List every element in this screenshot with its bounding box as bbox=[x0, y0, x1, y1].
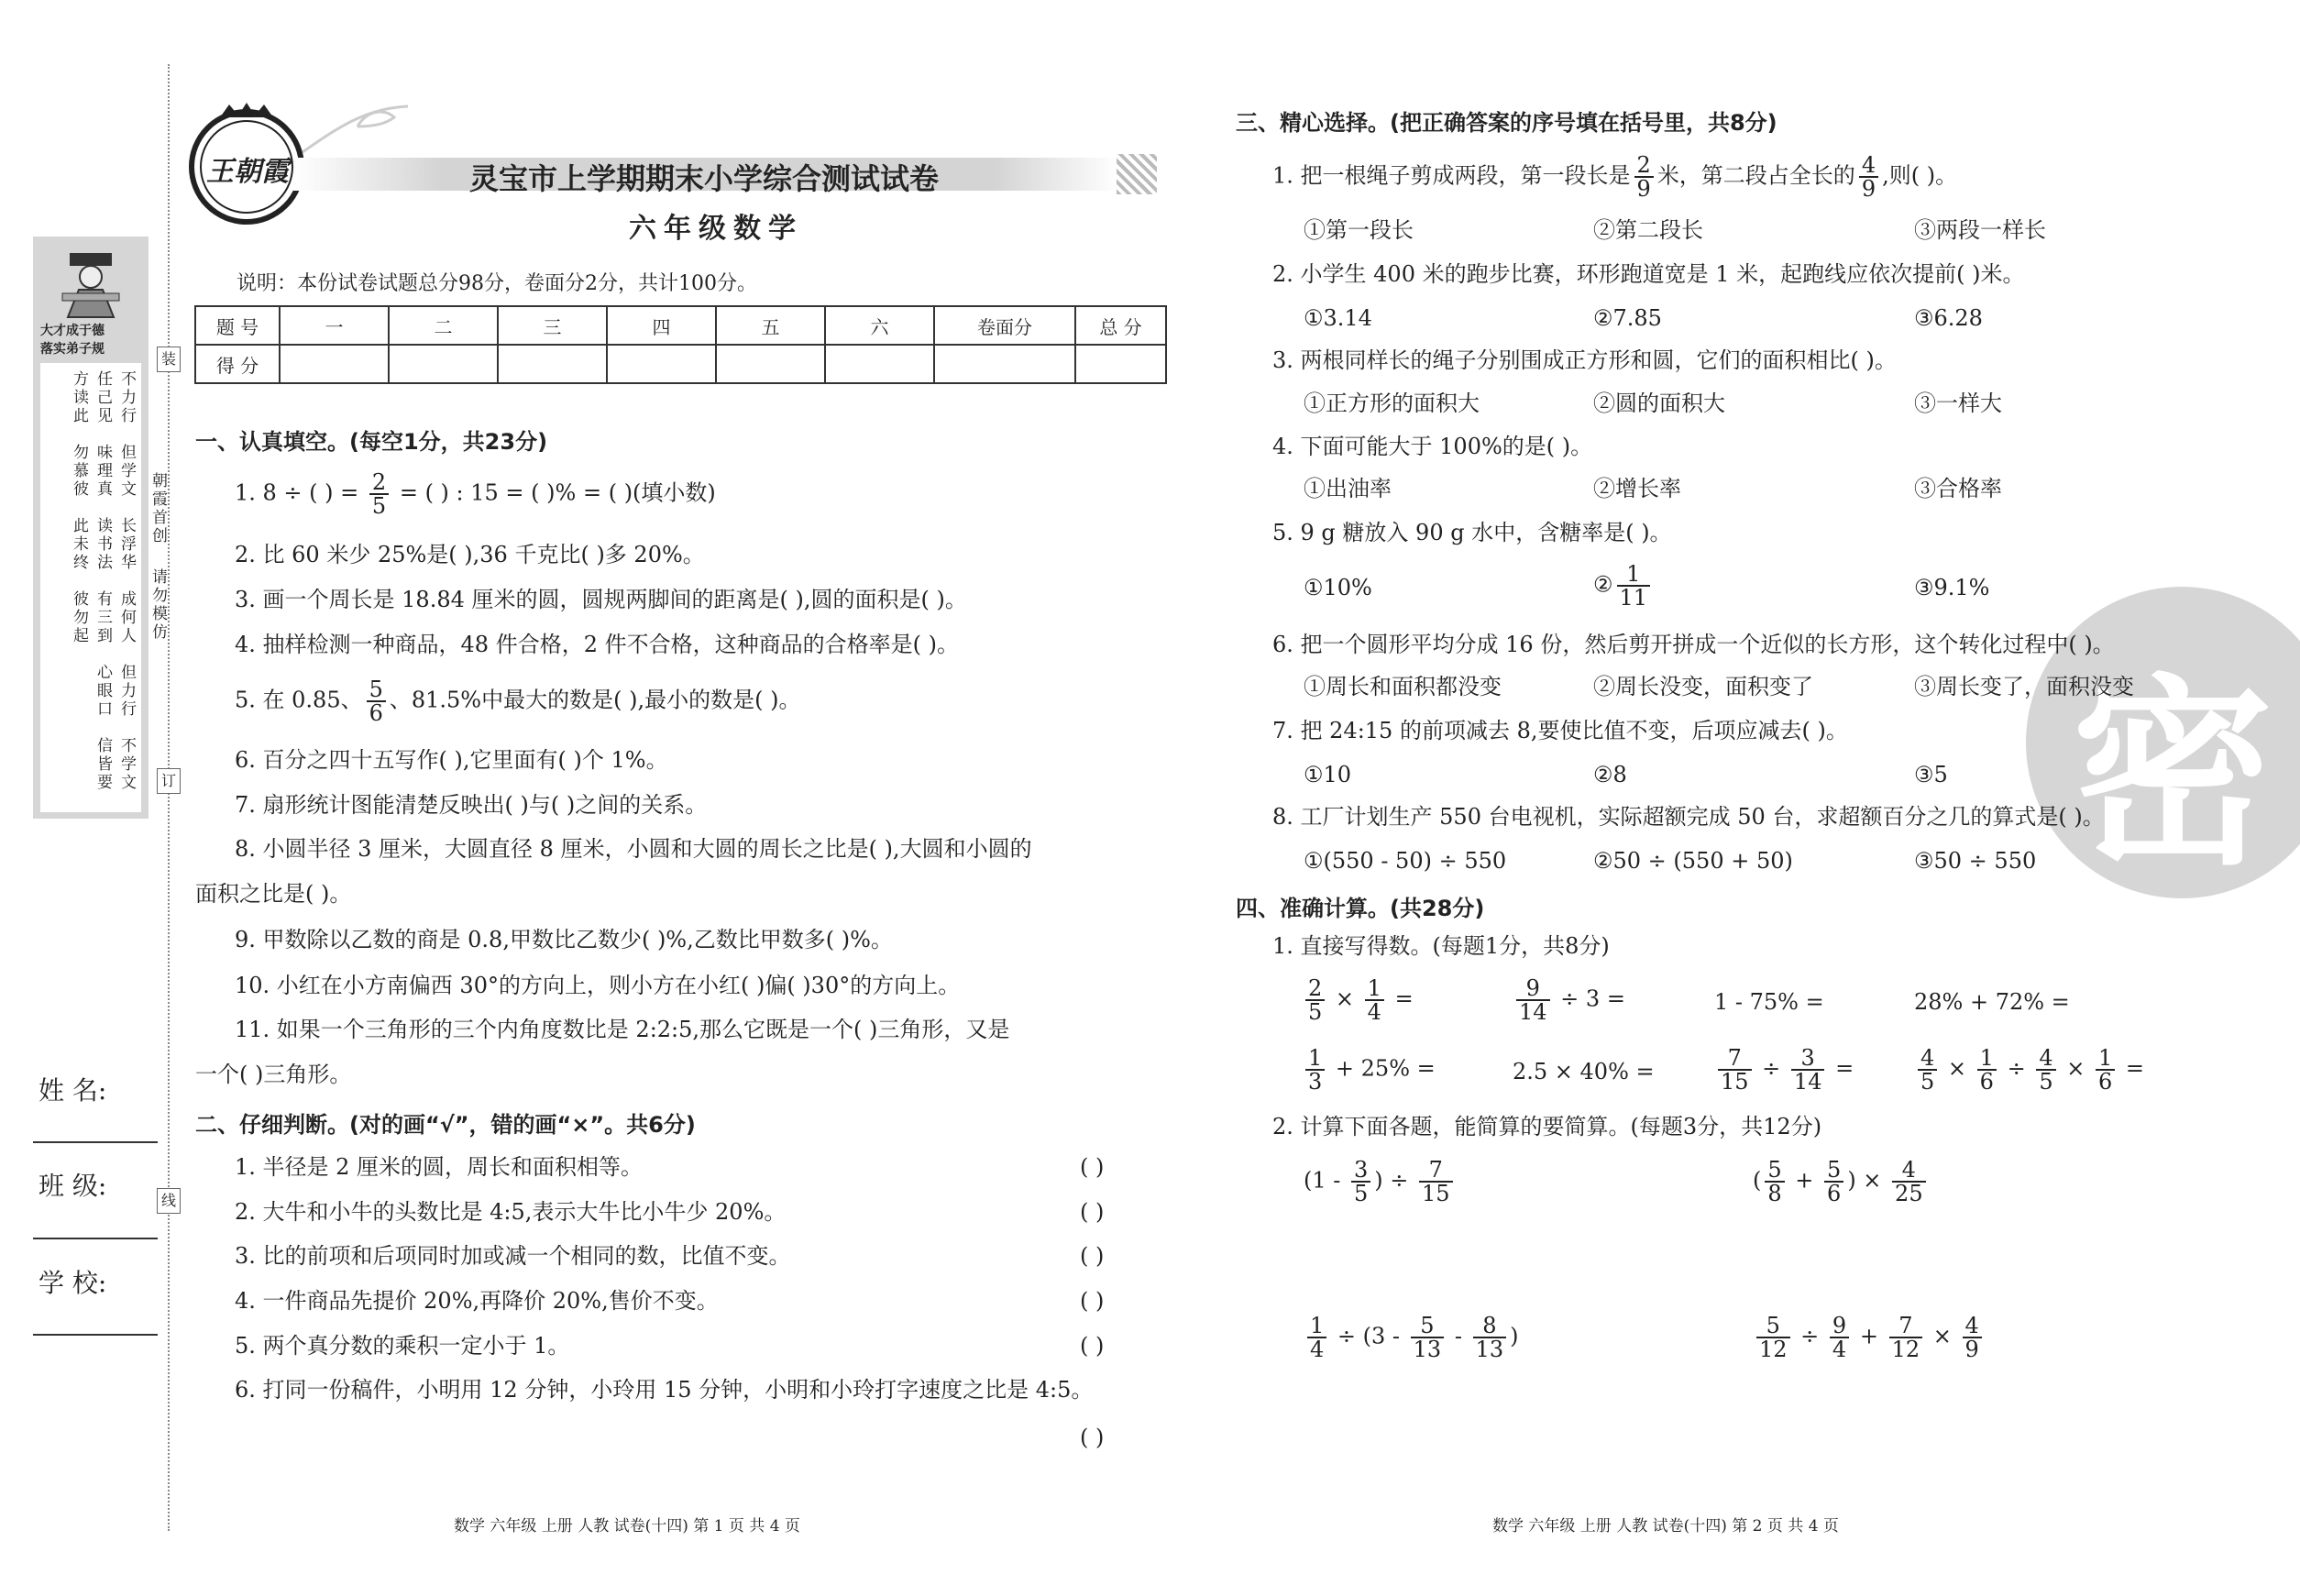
s3-q5-opt3[interactable]: ③9.1% bbox=[1914, 575, 1990, 600]
margin-note-2: 请勿模仿 bbox=[149, 568, 167, 642]
score-cell[interactable] bbox=[716, 345, 825, 383]
s1-q10: 10. 小红在小方南偏西 30°的方向上，则小方在小红( )偏( )30°的方向上。 bbox=[235, 973, 961, 998]
s3-q2: 2. 小学生 400 米的跑步比赛，环形跑道宽是 1 米，起跑线应依次提前( )米。 bbox=[1272, 261, 2025, 287]
s1-q9: 9. 甲数除以乙数的商是 0.8,甲数比乙数少( )%,乙数比甲数多( )%。 bbox=[235, 927, 893, 952]
s1-q1: 1. 8 ÷ ( ) = $\frac{2}{5}$ = ( ) : 15 = ( )% = ( )(填小数) bbox=[235, 469, 716, 519]
judge-bracket-3[interactable]: ( ) bbox=[1080, 1243, 1105, 1269]
s3-q7-opt3[interactable]: ③5 bbox=[1914, 762, 1948, 787]
seal-char-1: 装 bbox=[157, 347, 181, 372]
sidebar-motto-1: 大才成于德 bbox=[40, 324, 105, 338]
s3-q8: 8. 工厂计划生产 550 台电视机，实际超额完成 50 台，求超额百分之几的算式是( )。 bbox=[1272, 804, 2105, 830]
s1-q11a: 11. 如果一个三角形的三个内角度数比是 2:2:5,那么它既是一个( )三角形，又是 bbox=[235, 1017, 1010, 1042]
s3-q1-opt3[interactable]: ③两段一样长 bbox=[1914, 217, 2046, 243]
score-col: 总 分 bbox=[1075, 306, 1166, 345]
margin-note-1: 朝霞首创 bbox=[149, 472, 167, 545]
score-col: 一 bbox=[280, 306, 389, 345]
ribbon-decoration bbox=[303, 99, 413, 154]
s3-q3: 3. 两根同样长的绳子分别围成正方形和圆，它们的面积相比( )。 bbox=[1272, 347, 1897, 373]
s3-q2-opt3[interactable]: ③6.28 bbox=[1914, 305, 1983, 331]
calc-h: $\frac{4}{5}$ × $\frac{1}{6}$ ÷ $\frac{4}{5}$ × $\frac{1}{6}$ = bbox=[1914, 1047, 2144, 1093]
section4-title: 四、准确计算。(共28分) bbox=[1236, 896, 1485, 921]
s3-q6: 6. 把一个圆形平均分成 16 份，然后剪开拼成一个近似的长方形，这个转化过程中( )。 bbox=[1272, 632, 2115, 657]
score-cell[interactable] bbox=[389, 345, 498, 383]
s3-q8-opt2[interactable]: ②50 ÷ (550 + 50) bbox=[1593, 848, 1793, 874]
score-cell[interactable] bbox=[1075, 345, 1166, 383]
s3-q7-opt2[interactable]: ②8 bbox=[1593, 762, 1627, 787]
right-footer: 数学 六年级 上册 人教 试卷(十四) 第 2 页 共 4 页 bbox=[1492, 1517, 1839, 1535]
s1-q2: 2. 比 60 米少 25%是( ),36 千克比( )多 20%。 bbox=[235, 542, 705, 567]
s3-q1-opt1[interactable]: ①第一段长 bbox=[1304, 217, 1414, 243]
s3-q6-opt2[interactable]: ②周长没变，面积变了 bbox=[1593, 674, 1813, 699]
score-col: 三 bbox=[498, 306, 607, 345]
calc-f: 2.5 × 40% = bbox=[1513, 1059, 1655, 1084]
s3-q2-opt1[interactable]: ①3.14 bbox=[1304, 305, 1372, 331]
seal-char-3: 线 bbox=[157, 1188, 181, 1214]
page-subtitle: 六年级数学 bbox=[629, 213, 803, 245]
judge-item-3: 3. 比的前项和后项同时加或减一个相同的数，比值不变。 bbox=[235, 1243, 791, 1269]
s3-q7-opt1[interactable]: ①10 bbox=[1304, 762, 1352, 787]
score-col: 卷面分 bbox=[934, 306, 1075, 345]
score-col: 四 bbox=[607, 306, 716, 345]
exam-note: 说明：本份试卷试题总分98分，卷面分2分，共计100分。 bbox=[237, 272, 757, 295]
s1-q8b: 面积之比是( )。 bbox=[195, 881, 352, 907]
calc-2-1: (1 - $\frac{3}{5}$ ) ÷ $\frac{7}{15}$ bbox=[1304, 1159, 1457, 1205]
score-row-label: 得 分 bbox=[195, 345, 280, 383]
fraction: $\frac{2}{9}$ bbox=[1634, 154, 1654, 200]
judge-bracket-2[interactable]: ( ) bbox=[1080, 1199, 1105, 1225]
fraction: $\frac{1}{11}$ bbox=[1617, 563, 1651, 609]
sidebar-motto-2: 落实弟子规 bbox=[40, 342, 105, 357]
judge-item-4: 4. 一件商品先提价 20%,再降价 20%,售价不变。 bbox=[235, 1288, 719, 1314]
left-footer: 数学 六年级 上册 人教 试卷(十四) 第 1 页 共 4 页 bbox=[454, 1517, 800, 1535]
fraction: $\frac{5}{6}$ bbox=[367, 678, 386, 724]
judge-item-6: 6. 打同一份稿件，小明用 12 分钟，小玲用 15 分钟，小明和小玲打字速度之比是 4:5。 bbox=[235, 1377, 1094, 1403]
calc-c: 1 - 75% = bbox=[1714, 989, 1824, 1015]
s1-q11b: 一个( )三角形。 bbox=[195, 1062, 352, 1087]
s3-q6-opt1[interactable]: ①周长和面积都没变 bbox=[1304, 674, 1502, 699]
judge-item-1: 1. 半径是 2 厘米的圆，周长和面积相等。 bbox=[235, 1154, 644, 1180]
name-label: 姓 名: bbox=[39, 1075, 107, 1106]
calc-d: 28% + 72% = bbox=[1914, 989, 2070, 1015]
calc-b: $\frac{9}{14}$ ÷ 3 = bbox=[1513, 977, 1625, 1023]
s3-q4-opt3[interactable]: ③合格率 bbox=[1914, 476, 2002, 501]
s1-q6: 6. 百分之四十五写作( ),它里面有( )个 1%。 bbox=[235, 747, 668, 773]
s3-q5: 5. 9 g 糖放入 90 g 水中，含糖率是( )。 bbox=[1272, 520, 1672, 545]
sidebar-poem: 不力行 任己见 方读此 但学文 味理真 勿慕彼 长浮华 读书法 此未终 成何人 有三到 彼勿起 但力行 心眼口 不学文 信皆要 bbox=[40, 363, 141, 812]
s3-q6-opt3[interactable]: ③周长变了，面积没变 bbox=[1914, 674, 2134, 699]
s1-q3: 3. 画一个周长是 18.84 厘米的圆，圆规两脚间的距离是( ),圆的面积是( )。 bbox=[235, 587, 967, 612]
secret-watermark: 密 bbox=[2026, 587, 2300, 898]
score-cell[interactable] bbox=[498, 345, 607, 383]
calc-a: $\frac{2}{5}$ × $\frac{1}{4}$ = bbox=[1302, 977, 1414, 1023]
score-cell[interactable] bbox=[934, 345, 1075, 383]
calc-2-3: $\frac{1}{4}$ ÷ (3 - $\frac{5}{13}$ - $\frac{8}{13}$ ) bbox=[1304, 1315, 1519, 1360]
calc-g: $\frac{7}{15}$ ÷ $\frac{3}{14}$ = bbox=[1714, 1047, 1854, 1093]
scholar-figure-icon bbox=[61, 246, 121, 319]
school-field[interactable] bbox=[33, 1334, 158, 1336]
section1-title: 一、认真填空。(每空1分，共23分) bbox=[195, 429, 548, 455]
s1-q8a: 8. 小圆半径 3 厘米，大圆直径 8 厘米，小圆和大圆的周长之比是( ),大圆和小圆的 bbox=[235, 836, 1032, 862]
publisher-logo bbox=[183, 101, 310, 227]
binding-line bbox=[168, 64, 170, 1531]
name-field[interactable] bbox=[33, 1141, 158, 1143]
section2-title: 二、仔细判断。(对的画“√”，错的画“×”。共6分) bbox=[195, 1112, 696, 1138]
s3-q4-opt1[interactable]: ①出油率 bbox=[1304, 476, 1392, 501]
sidebar-panel bbox=[33, 237, 149, 819]
score-table bbox=[194, 305, 1167, 384]
s3-q3-opt3[interactable]: ③一样大 bbox=[1914, 391, 2002, 416]
score-cell[interactable] bbox=[607, 345, 716, 383]
school-label: 学 校: bbox=[39, 1268, 107, 1298]
page-title: 灵宝市上学期期末小学综合测试试卷 bbox=[469, 161, 940, 196]
judge-item-5: 5. 两个真分数的乘积一定小于 1。 bbox=[235, 1333, 570, 1359]
judge-bracket-1[interactable]: ( ) bbox=[1080, 1154, 1105, 1180]
score-header-label: 题 号 bbox=[195, 306, 280, 345]
s3-q8-opt3[interactable]: ③50 ÷ 550 bbox=[1914, 848, 2037, 874]
judge-bracket-4[interactable]: ( ) bbox=[1080, 1288, 1105, 1314]
s3-q5-opt1[interactable]: ①10% bbox=[1304, 575, 1372, 600]
class-field[interactable] bbox=[33, 1238, 158, 1239]
s4-sub1: 1. 直接写得数。(每题1分，共8分) bbox=[1272, 933, 1610, 959]
s3-q3-opt2[interactable]: ②圆的面积大 bbox=[1593, 391, 1725, 416]
s1-q5: 5. 在 0.85、 $\frac{5}{6}$ 、81.5%中最大的数是( ),最小的数是( )。 bbox=[235, 677, 801, 726]
s1-q7: 7. 扇形统计图能清楚反映出( )与( )之间的关系。 bbox=[235, 792, 708, 818]
s4-sub2: 2. 计算下面各题，能简算的要简算。(每题3分，共12分) bbox=[1272, 1114, 1822, 1139]
calc-2-2: ( $\frac{5}{8}$ + $\frac{5}{6}$ ) × $\frac{4}{25}$ bbox=[1753, 1159, 1930, 1205]
score-col: 六 bbox=[825, 306, 934, 345]
logo-text: 王朝霞 bbox=[206, 156, 289, 188]
score-col: 五 bbox=[716, 306, 825, 345]
fraction: $\frac{4}{9}$ bbox=[1859, 154, 1878, 200]
calc-2-4: $\frac{5}{12}$ ÷ $\frac{9}{4}$ + $\frac{7}{12}$ × $\frac{4}{9}$ bbox=[1753, 1315, 1986, 1360]
seal-char-2: 订 bbox=[157, 768, 181, 794]
s3-q8-opt1[interactable]: ①(550 - 50) ÷ 550 bbox=[1304, 848, 1507, 874]
class-label: 班 级: bbox=[39, 1171, 107, 1201]
s1-q4: 4. 抽样检测一种商品，48 件合格，2 件不合格，这种商品的合格率是( )。 bbox=[235, 632, 959, 657]
judge-item-2: 2. 大牛和小牛的头数比是 4:5,表示大牛比小牛少 20%。 bbox=[235, 1199, 787, 1225]
score-cell[interactable] bbox=[280, 345, 389, 383]
score-col: 二 bbox=[389, 306, 498, 345]
fraction: $\frac{2}{5}$ bbox=[369, 471, 389, 517]
s3-q7: 7. 把 24:15 的前项减去 8,要使比值不变，后项应减去( )。 bbox=[1272, 718, 1848, 743]
s3-q2-opt2[interactable]: ②7.85 bbox=[1593, 305, 1662, 331]
judge-bracket-5[interactable]: ( ) bbox=[1080, 1333, 1105, 1359]
s3-q5-opt2[interactable]: ② $\frac{1}{11}$ bbox=[1593, 563, 1654, 609]
s3-q4-opt2[interactable]: ②增长率 bbox=[1593, 476, 1681, 501]
banner-pattern bbox=[1117, 154, 1157, 194]
s3-q1-opt2[interactable]: ②第二段长 bbox=[1593, 217, 1703, 243]
s3-q1: 1. 把一根绳子剪成两段，第一段长是 $\frac{2}{9}$ 米，第二段占全长的 $\frac{4}{9}$ ,则( )。 bbox=[1272, 152, 1958, 202]
judge-bracket-6[interactable]: ( ) bbox=[1080, 1425, 1105, 1450]
s3-q3-opt1[interactable]: ①正方形的面积大 bbox=[1304, 391, 1480, 416]
s3-q4: 4. 下面可能大于 100%的是( )。 bbox=[1272, 434, 1593, 459]
score-cell[interactable] bbox=[825, 345, 934, 383]
calc-e: $\frac{1}{3}$ + 25% = bbox=[1302, 1047, 1436, 1093]
section3-title: 三、精心选择。(把正确答案的序号填在括号里，共8分) bbox=[1236, 110, 1777, 136]
